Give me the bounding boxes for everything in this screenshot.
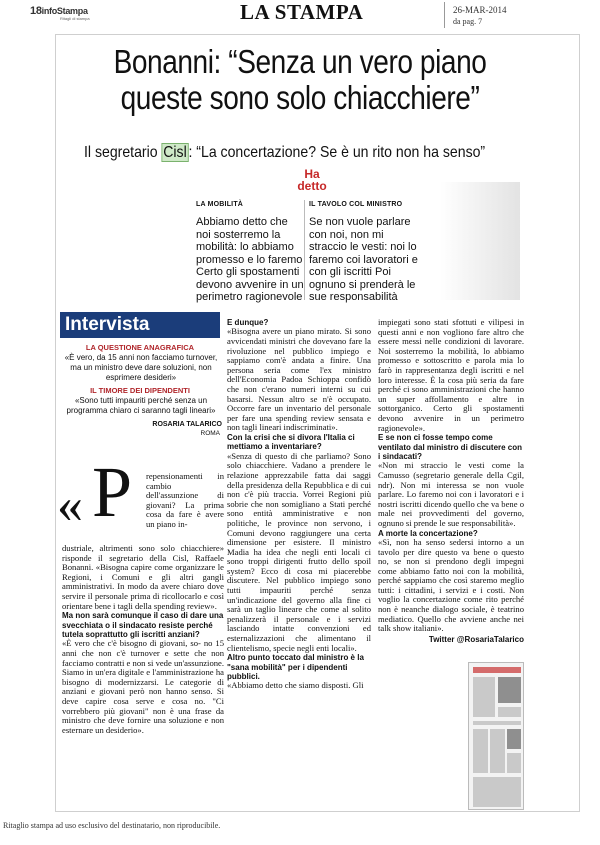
paragraph: repensionamenti in cambio dell'assunzione di giovani? La prima cosa da fare è avere un piano in- [146, 471, 224, 529]
interview-question: Con la crisi che si divora l'Italia ci mettiamo a inventariare? [227, 432, 355, 452]
subheadline [84, 144, 486, 162]
ha-detto-label [282, 168, 342, 192]
sidebar-title-2: IL TIMORE DEI DIPENDENTI [90, 386, 190, 395]
column-1-dropcap-text [146, 472, 224, 530]
copyright-notice: Ritaglio stampa ad uso esclusivo del destinatario, non riproducibile. [3, 821, 221, 830]
ha-detto-line-1: Ha [304, 167, 320, 181]
subhead-before: Il segretario [84, 144, 162, 161]
page-thumbnail [468, 662, 524, 810]
interview-question: E se non ci fosse tempo come ventilato dal ministro di discutere con i sindacati? [378, 433, 523, 461]
masthead [0, 0, 600, 28]
interview-question: E dunque? [227, 318, 269, 327]
paragraph: dustriale, altrimenti sono solo chiacchiere» risponde il segretario della Cisl, Raffaele Bonanni. «Bisogna capire come organizzare le Regioni, i Comuni e gli altri gangli amministrativi. In modo da avere chiaro dove servire il personale prima di ricollocarlo e così orientare bene i tagli della spending review». [62, 543, 224, 611]
brand-name: infoStampa [41, 6, 88, 16]
sidebar-text-1: «È vero, da 15 anni non facciamo turnover, ma un ministro deve dare soluzioni, non esprimere desideri» [64, 353, 218, 382]
quote-box-shadow [440, 182, 520, 300]
newspaper-name: LA STAMPA [240, 0, 364, 24]
subhead-highlight: Cisl [163, 144, 187, 161]
sidebar-title-1: LA QUESTIONE ANAGRAFICA [85, 343, 195, 352]
author-twitter: Twitter @RosariaTalarico [428, 634, 524, 644]
byline: ROSARIA TALARICO [152, 421, 222, 428]
quote-text: Abbiamo detto che noi sosterremo la mobilità: lo abbiamo promesso e lo faremo Certo gli spostamenti devono avvenire in un perimetro ragionevole [196, 216, 304, 303]
interview-question: A morte la concertazione? [378, 528, 478, 538]
paragraph: «Senza di questo di che parliamo? Sono solo chiacchiere. Vadano a prendere le relazione apprezzabile fatta dai saggi della presidenza della Repubblica e di cui non c'è più traccia. Vorrei Regioni più sobrie che non somigliano a Stati perché sono entità amministrative e non politiche, le province non servono, i Comuni devono raggiungere una certa dimensione per esistere. Il ministro Madia ha idea che negli enti locali ci sono troppi dirigenti frutto dello spoil system? Ecco di cosa mi piacerebbe discutere. Nel pubblico impiego sono tutti impauriti perché senza un'indicazione del governo alla fine ci sarà un taglio lineare che come al solito penalizzerà il personale e i servizi lasciando intatte convenzioni ed esternalizzazioni che alimentano il clientelismo, specie negli enti locali». [227, 450, 371, 653]
sidebar-text-2: «Sono tutti impauriti perché senza un programma chiaro ci saranno tagli lineari» [66, 396, 216, 415]
paragraph: «Sì, non ha senso sedersi intorno a un tavolo per dire questo va bene o questo no, se non si prendono degli impegni come abbiamo fatto noi con la mobilità, perché sappiamo che così staremo meglio tutti: i cittadini, i servizi e i costi. Non voglio la concertazione come rito perché non è neanche dialogo sociale, è teatrino mediatico. Quello che avviene anche nei talk show italiani». [378, 536, 524, 634]
column-1 [62, 544, 224, 735]
headline [96, 44, 504, 116]
paragraph: «Abbiamo detto che siamo disposti. Gli [227, 680, 364, 691]
headline-line-1: Bonanni: “Senza un vero piano [113, 43, 487, 80]
quote-label: LA MOBILITÀ [196, 201, 244, 208]
quote-label: IL TAVOLO COL MINISTRO [309, 201, 403, 208]
dropcap-letter: P [92, 452, 133, 532]
brand-prefix: 18 [30, 5, 42, 17]
dateline-place: ROMA [200, 430, 220, 437]
ha-detto-line-2: detto [297, 179, 327, 193]
quote-tavolo [309, 201, 424, 304]
headline-line-2: queste sono solo chiacchiere” [120, 79, 480, 116]
column-2 [227, 318, 371, 691]
publication-date: 26-MAR-2014 [453, 5, 507, 15]
page-reference: da pag. 7 [453, 17, 483, 26]
quote-divider [304, 200, 305, 300]
paragraph: «Bisogna avere un piano mirato. Si sono avvicendati ministri che dovevano fare la rivoluzione nel pubblico impiego e sappiamo com'è andata a finire. Una persona seria come l'ex ministro dell'Economia Padoa Schioppa confidò che non c'erano numeri interni su cui basarsi. Nessun altro se n'è occupato. Occorre fare un inventario del personale per fare una spending review sensata e non tagli lineari indiscriminati». [227, 326, 371, 433]
paragraph: impiegati sono stati sfottuti e vilipesi in questi anni e non vogliono fare altro che essere messi nelle condizioni di lavorare. Noi sosterremo la mobilità, lo abbiamo promesso e sottoscritto e parola mia lo farò in rappresentanza degli iscritti e nel loro interesse. È la cosa più seria da fare perché ci sono amministrazioni che hanno un super affollamento e altre in sottorganico. Certo gli spostamenti devono avvenire in un perimetro ragionevole». [378, 317, 524, 433]
quote-mobilita [196, 201, 304, 304]
section-banner [60, 312, 220, 338]
quote-text: Se non vuole parlare con noi, non mi straccio le vesti: noi lo faremo coi lavoratori e con gli iscritti Poi ognuno si prenderà le sue responsabilità [309, 216, 418, 303]
paragraph: «È vero che c'è bisogno di giovani, so- no 15 anni che non c'è turnover e sette che non facciamo contratti e non si vede un'assunzione. Siamo in un'era digitale e l'amministrazione ha bisogno di modernizzarsi. Le categorie di anziani e giovani però non hanno senso. Si deve capire cosa serve e cosa no. "Ci vorrebbero più giovani" non è una frase da ministro che deve fornire una soluzione e non esternare un desiderio». [62, 638, 224, 735]
brand-tagline: Ritagli di stampa [60, 16, 90, 21]
masthead-divider [444, 2, 445, 28]
interview-question: Altro punto toccato dal ministro è la "sana mobilità" per i dipendenti pubblici. [227, 653, 364, 682]
interview-question: Ma non sarà comunque il caso di dare una svecchiata o il sindacato resiste perché tutela soprattutto gli iscritti anziani? [62, 611, 224, 639]
dropcap-guillemet: « [57, 477, 83, 534]
column-3 [378, 318, 524, 644]
subhead-after: : “La concertazione? Se è un rito non ha senso” [188, 144, 486, 161]
paragraph: «Non mi straccio le vesti come la Camusso (segretario generale della Cgil, ndr). Non mi interessa se non vuole parlare. Lo faremo noi con i lavoratori e i nostri iscritti dicendo quello che va bene o male nei provvedimenti del governo, ognuno si prende le sue responsabilità». [378, 460, 524, 528]
section-label: Intervista [65, 314, 150, 335]
